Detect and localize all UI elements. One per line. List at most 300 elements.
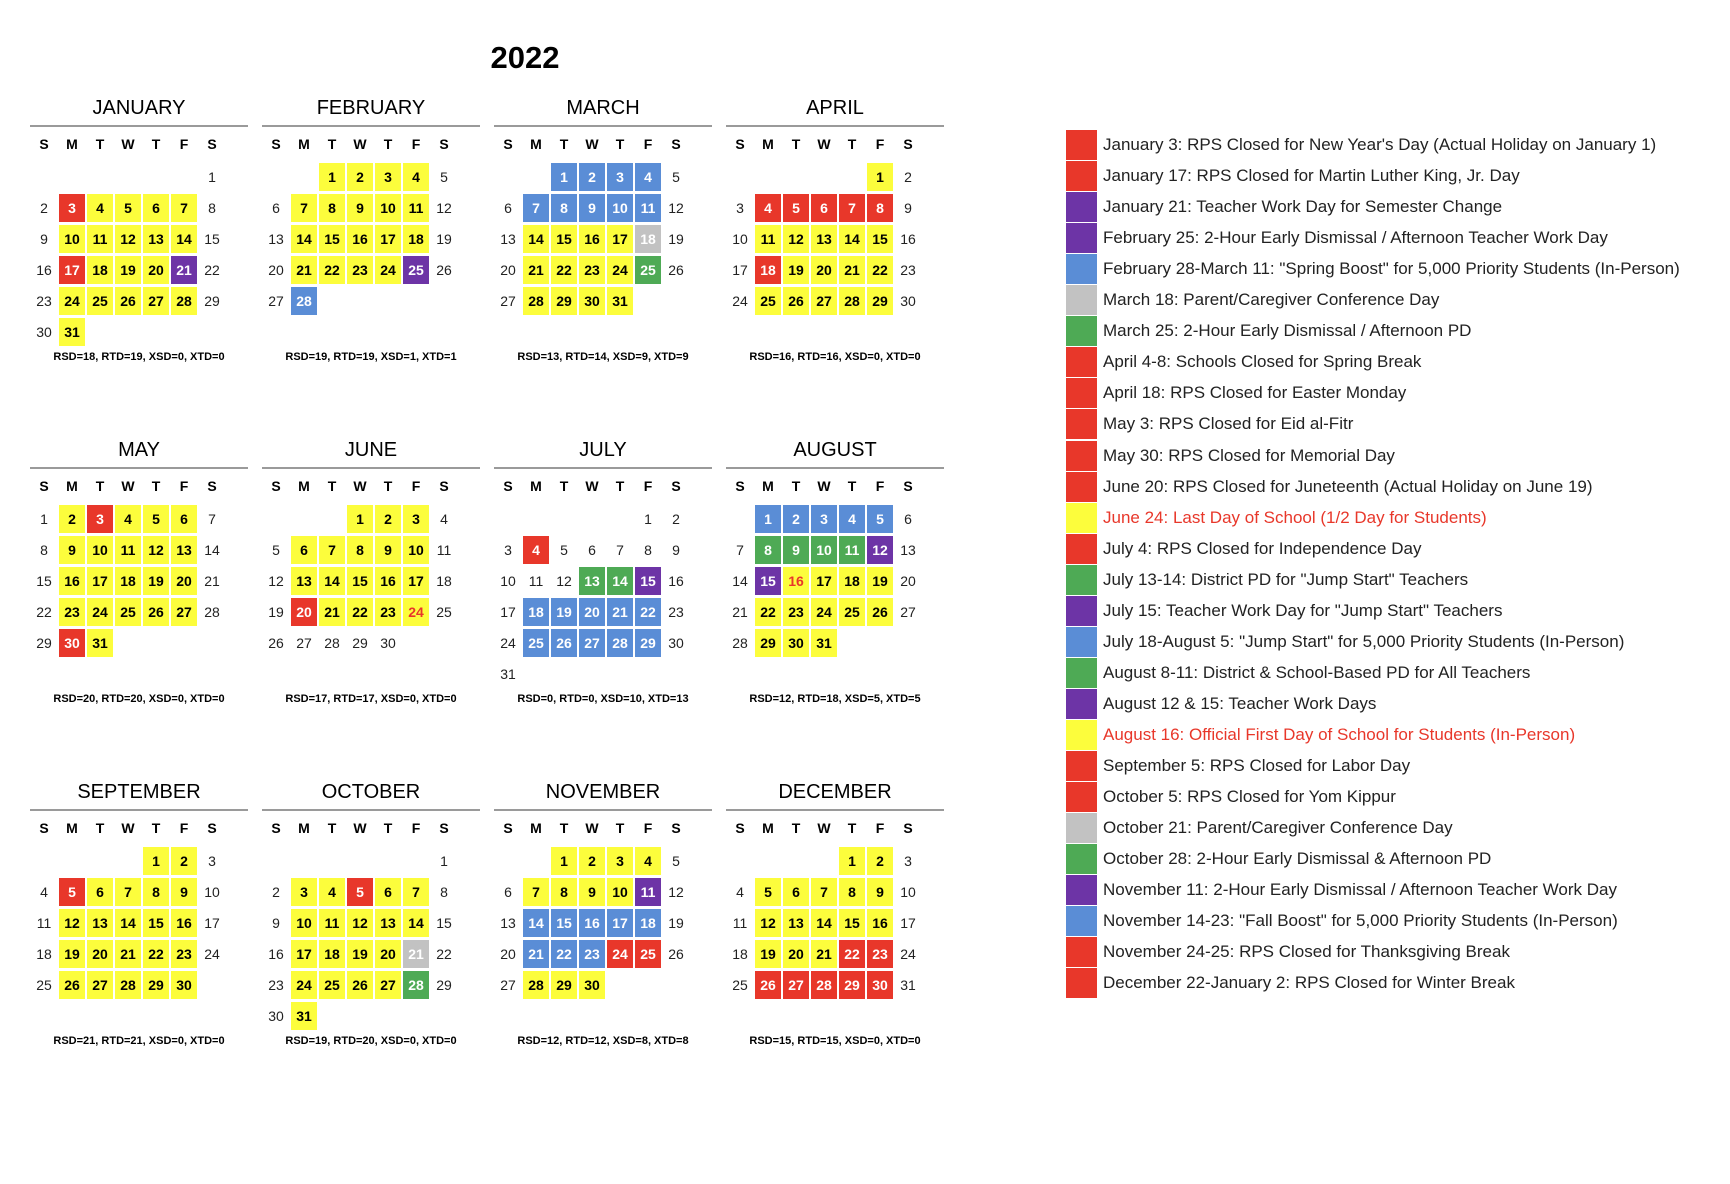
day-cell[interactable]: 19	[783, 256, 809, 284]
day-cell[interactable]: 5	[672, 169, 680, 185]
day-cell[interactable]: 24	[204, 946, 220, 962]
day-cell[interactable]: 22	[319, 256, 345, 284]
day-cell[interactable]: 30	[36, 324, 52, 340]
day-cell[interactable]: 15	[839, 909, 865, 937]
day-cell[interactable]: 7	[403, 878, 429, 906]
day-cell[interactable]: 6	[783, 878, 809, 906]
day-cell[interactable]: 24	[732, 293, 748, 309]
day-cell[interactable]: 7	[291, 194, 317, 222]
day-cell[interactable]: 8	[551, 194, 577, 222]
day-cell[interactable]: 26	[668, 946, 684, 962]
day-cell[interactable]: 25	[523, 629, 549, 657]
day-cell[interactable]: 2	[867, 847, 893, 875]
day-cell[interactable]: 25	[87, 287, 113, 315]
day-cell[interactable]: 23	[579, 940, 605, 968]
day-cell[interactable]: 9	[347, 194, 373, 222]
day-cell[interactable]: 2	[59, 505, 85, 533]
day-cell[interactable]: 23	[900, 262, 916, 278]
day-cell[interactable]: 21	[319, 598, 345, 626]
day-cell[interactable]: 13	[291, 567, 317, 595]
day-cell[interactable]: 4	[523, 536, 549, 564]
day-cell[interactable]: 19	[143, 567, 169, 595]
day-cell[interactable]: 30	[668, 635, 684, 651]
day-cell[interactable]: 14	[607, 567, 633, 595]
day-cell[interactable]: 10	[403, 536, 429, 564]
day-cell[interactable]: 17	[811, 567, 837, 595]
day-cell[interactable]: 5	[59, 878, 85, 906]
day-cell[interactable]: 21	[607, 598, 633, 626]
day-cell[interactable]: 23	[268, 977, 284, 993]
day-cell[interactable]: 22	[755, 598, 781, 626]
day-cell[interactable]: 14	[523, 909, 549, 937]
day-cell[interactable]: 21	[732, 604, 748, 620]
day-cell[interactable]: 27	[500, 977, 516, 993]
day-cell[interactable]: 5	[440, 169, 448, 185]
day-cell[interactable]: 15	[36, 573, 52, 589]
day-cell[interactable]: 17	[291, 940, 317, 968]
day-cell[interactable]: 5	[560, 542, 568, 558]
day-cell[interactable]: 16	[867, 909, 893, 937]
day-cell[interactable]: 24	[403, 598, 429, 626]
day-cell[interactable]: 29	[352, 635, 368, 651]
day-cell[interactable]: 3	[208, 853, 216, 869]
day-cell[interactable]: 22	[204, 262, 220, 278]
day-cell[interactable]: 13	[375, 909, 401, 937]
day-cell[interactable]: 28	[115, 971, 141, 999]
day-cell[interactable]: 26	[867, 598, 893, 626]
day-cell[interactable]: 12	[668, 200, 684, 216]
day-cell[interactable]: 18	[436, 573, 452, 589]
day-cell[interactable]: 9	[59, 536, 85, 564]
day-cell[interactable]: 26	[755, 971, 781, 999]
day-cell[interactable]: 28	[403, 971, 429, 999]
day-cell[interactable]: 20	[291, 598, 317, 626]
day-cell[interactable]: 12	[556, 573, 572, 589]
day-cell[interactable]: 4	[755, 194, 781, 222]
day-cell[interactable]: 11	[36, 915, 52, 931]
day-cell[interactable]: 12	[143, 536, 169, 564]
day-cell[interactable]: 5	[115, 194, 141, 222]
day-cell[interactable]: 14	[403, 909, 429, 937]
day-cell[interactable]: 20	[143, 256, 169, 284]
day-cell[interactable]: 29	[755, 629, 781, 657]
day-cell[interactable]: 29	[204, 293, 220, 309]
day-cell[interactable]: 11	[635, 878, 661, 906]
day-cell[interactable]: 19	[551, 598, 577, 626]
day-cell[interactable]: 26	[59, 971, 85, 999]
day-cell[interactable]: 12	[867, 536, 893, 564]
day-cell[interactable]: 16	[36, 262, 52, 278]
day-cell[interactable]: 31	[607, 287, 633, 315]
day-cell[interactable]: 8	[40, 542, 48, 558]
day-cell[interactable]: 3	[504, 542, 512, 558]
day-cell[interactable]: 15	[551, 225, 577, 253]
day-cell[interactable]: 3	[811, 505, 837, 533]
day-cell[interactable]: 25	[115, 598, 141, 626]
day-cell[interactable]: 12	[347, 909, 373, 937]
day-cell[interactable]: 7	[736, 542, 744, 558]
day-cell[interactable]: 25	[436, 604, 452, 620]
day-cell[interactable]: 4	[635, 163, 661, 191]
day-cell[interactable]: 3	[607, 847, 633, 875]
day-cell[interactable]: 14	[732, 573, 748, 589]
day-cell[interactable]: 18	[319, 940, 345, 968]
day-cell[interactable]: 22	[36, 604, 52, 620]
day-cell[interactable]: 30	[579, 971, 605, 999]
day-cell[interactable]: 5	[272, 542, 280, 558]
day-cell[interactable]: 7	[208, 511, 216, 527]
day-cell[interactable]: 14	[115, 909, 141, 937]
day-cell[interactable]: 7	[171, 194, 197, 222]
day-cell[interactable]: 21	[839, 256, 865, 284]
day-cell[interactable]: 23	[579, 256, 605, 284]
day-cell[interactable]: 7	[523, 878, 549, 906]
day-cell[interactable]: 29	[551, 287, 577, 315]
day-cell[interactable]: 17	[204, 915, 220, 931]
day-cell[interactable]: 14	[811, 909, 837, 937]
day-cell[interactable]: 28	[171, 287, 197, 315]
day-cell[interactable]: 23	[59, 598, 85, 626]
day-cell[interactable]: 10	[500, 573, 516, 589]
day-cell[interactable]: 20	[268, 262, 284, 278]
day-cell[interactable]: 29	[635, 629, 661, 657]
day-cell[interactable]: 17	[403, 567, 429, 595]
day-cell[interactable]: 15	[319, 225, 345, 253]
day-cell[interactable]: 4	[319, 878, 345, 906]
day-cell[interactable]: 3	[375, 163, 401, 191]
day-cell[interactable]: 22	[436, 946, 452, 962]
day-cell[interactable]: 8	[839, 878, 865, 906]
day-cell[interactable]: 11	[839, 536, 865, 564]
day-cell[interactable]: 13	[500, 231, 516, 247]
day-cell[interactable]: 1	[440, 853, 448, 869]
day-cell[interactable]: 30	[380, 635, 396, 651]
day-cell[interactable]: 8	[644, 542, 652, 558]
day-cell[interactable]: 6	[588, 542, 596, 558]
day-cell[interactable]: 20	[900, 573, 916, 589]
day-cell[interactable]: 11	[403, 194, 429, 222]
day-cell[interactable]: 17	[900, 915, 916, 931]
day-cell[interactable]: 15	[204, 231, 220, 247]
day-cell[interactable]: 11	[319, 909, 345, 937]
day-cell[interactable]: 16	[171, 909, 197, 937]
day-cell[interactable]: 26	[115, 287, 141, 315]
day-cell[interactable]: 18	[115, 567, 141, 595]
day-cell[interactable]: 27	[579, 629, 605, 657]
day-cell[interactable]: 13	[811, 225, 837, 253]
day-cell[interactable]: 31	[59, 318, 85, 346]
day-cell[interactable]: 27	[268, 293, 284, 309]
day-cell[interactable]: 24	[607, 256, 633, 284]
day-cell[interactable]: 8	[319, 194, 345, 222]
day-cell[interactable]: 27	[296, 635, 312, 651]
day-cell[interactable]: 11	[755, 225, 781, 253]
day-cell[interactable]: 28	[811, 971, 837, 999]
day-cell[interactable]: 25	[635, 256, 661, 284]
day-cell[interactable]: 7	[811, 878, 837, 906]
day-cell[interactable]: 22	[635, 598, 661, 626]
day-cell[interactable]: 22	[551, 256, 577, 284]
day-cell[interactable]: 21	[204, 573, 220, 589]
day-cell[interactable]: 24	[607, 940, 633, 968]
day-cell[interactable]: 5	[672, 853, 680, 869]
day-cell[interactable]: 2	[347, 163, 373, 191]
day-cell[interactable]: 31	[87, 629, 113, 657]
day-cell[interactable]: 15	[436, 915, 452, 931]
day-cell[interactable]: 21	[811, 940, 837, 968]
day-cell[interactable]: 10	[607, 194, 633, 222]
day-cell[interactable]: 19	[668, 231, 684, 247]
day-cell[interactable]: 13	[500, 915, 516, 931]
day-cell[interactable]: 10	[375, 194, 401, 222]
day-cell[interactable]: 13	[87, 909, 113, 937]
day-cell[interactable]: 14	[319, 567, 345, 595]
day-cell[interactable]: 30	[59, 629, 85, 657]
day-cell[interactable]: 27	[171, 598, 197, 626]
day-cell[interactable]: 10	[204, 884, 220, 900]
day-cell[interactable]: 26	[436, 262, 452, 278]
day-cell[interactable]: 21	[115, 940, 141, 968]
day-cell[interactable]: 12	[268, 573, 284, 589]
day-cell[interactable]: 11	[635, 194, 661, 222]
day-cell[interactable]: 6	[504, 884, 512, 900]
day-cell[interactable]: 26	[143, 598, 169, 626]
day-cell[interactable]: 3	[291, 878, 317, 906]
day-cell[interactable]: 21	[171, 256, 197, 284]
day-cell[interactable]: 12	[436, 200, 452, 216]
day-cell[interactable]: 15	[635, 567, 661, 595]
day-cell[interactable]: 19	[668, 915, 684, 931]
day-cell[interactable]: 15	[755, 567, 781, 595]
day-cell[interactable]: 28	[607, 629, 633, 657]
day-cell[interactable]: 17	[607, 225, 633, 253]
day-cell[interactable]: 24	[900, 946, 916, 962]
day-cell[interactable]: 1	[143, 847, 169, 875]
day-cell[interactable]: 15	[867, 225, 893, 253]
day-cell[interactable]: 21	[403, 940, 429, 968]
day-cell[interactable]: 9	[867, 878, 893, 906]
day-cell[interactable]: 9	[904, 200, 912, 216]
day-cell[interactable]: 7	[616, 542, 624, 558]
day-cell[interactable]: 20	[87, 940, 113, 968]
day-cell[interactable]: 27	[143, 287, 169, 315]
day-cell[interactable]: 22	[347, 598, 373, 626]
day-cell[interactable]: 17	[87, 567, 113, 595]
day-cell[interactable]: 18	[403, 225, 429, 253]
day-cell[interactable]: 2	[579, 847, 605, 875]
day-cell[interactable]: 16	[579, 225, 605, 253]
day-cell[interactable]: 19	[59, 940, 85, 968]
day-cell[interactable]: 17	[375, 225, 401, 253]
day-cell[interactable]: 11	[528, 573, 544, 589]
day-cell[interactable]: 2	[579, 163, 605, 191]
day-cell[interactable]: 6	[143, 194, 169, 222]
day-cell[interactable]: 4	[839, 505, 865, 533]
day-cell[interactable]: 5	[867, 505, 893, 533]
day-cell[interactable]: 8	[551, 878, 577, 906]
day-cell[interactable]: 26	[668, 262, 684, 278]
day-cell[interactable]: 14	[291, 225, 317, 253]
day-cell[interactable]: 21	[523, 940, 549, 968]
day-cell[interactable]: 25	[635, 940, 661, 968]
day-cell[interactable]: 20	[811, 256, 837, 284]
day-cell[interactable]: 16	[668, 573, 684, 589]
day-cell[interactable]: 3	[904, 853, 912, 869]
day-cell[interactable]: 20	[500, 262, 516, 278]
day-cell[interactable]: 21	[523, 256, 549, 284]
day-cell[interactable]: 14	[839, 225, 865, 253]
day-cell[interactable]: 28	[523, 287, 549, 315]
day-cell[interactable]: 25	[839, 598, 865, 626]
day-cell[interactable]: 18	[635, 225, 661, 253]
day-cell[interactable]: 21	[291, 256, 317, 284]
day-cell[interactable]: 9	[579, 878, 605, 906]
day-cell[interactable]: 5	[143, 505, 169, 533]
day-cell[interactable]: 27	[375, 971, 401, 999]
day-cell[interactable]: 8	[755, 536, 781, 564]
day-cell[interactable]: 3	[59, 194, 85, 222]
day-cell[interactable]: 7	[839, 194, 865, 222]
day-cell[interactable]: 13	[171, 536, 197, 564]
day-cell[interactable]: 6	[904, 511, 912, 527]
day-cell[interactable]: 16	[59, 567, 85, 595]
day-cell[interactable]: 19	[867, 567, 893, 595]
day-cell[interactable]: 6	[291, 536, 317, 564]
day-cell[interactable]: 2	[40, 200, 48, 216]
day-cell[interactable]: 9	[40, 231, 48, 247]
day-cell[interactable]: 4	[403, 163, 429, 191]
day-cell[interactable]: 25	[732, 977, 748, 993]
day-cell[interactable]: 1	[40, 511, 48, 527]
day-cell[interactable]: 17	[607, 909, 633, 937]
day-cell[interactable]: 24	[500, 635, 516, 651]
day-cell[interactable]: 10	[607, 878, 633, 906]
day-cell[interactable]: 27	[783, 971, 809, 999]
day-cell[interactable]: 16	[268, 946, 284, 962]
day-cell[interactable]: 4	[87, 194, 113, 222]
day-cell[interactable]: 19	[268, 604, 284, 620]
day-cell[interactable]: 20	[375, 940, 401, 968]
day-cell[interactable]: 30	[579, 287, 605, 315]
day-cell[interactable]: 19	[115, 256, 141, 284]
day-cell[interactable]: 28	[324, 635, 340, 651]
day-cell[interactable]: 27	[500, 293, 516, 309]
day-cell[interactable]: 6	[375, 878, 401, 906]
day-cell[interactable]: 16	[900, 231, 916, 247]
day-cell[interactable]: 4	[115, 505, 141, 533]
day-cell[interactable]: 31	[291, 1002, 317, 1030]
day-cell[interactable]: 10	[900, 884, 916, 900]
day-cell[interactable]: 2	[904, 169, 912, 185]
day-cell[interactable]: 22	[143, 940, 169, 968]
day-cell[interactable]: 2	[783, 505, 809, 533]
day-cell[interactable]: 14	[204, 542, 220, 558]
day-cell[interactable]: 12	[668, 884, 684, 900]
day-cell[interactable]: 30	[900, 293, 916, 309]
day-cell[interactable]: 22	[839, 940, 865, 968]
day-cell[interactable]: 10	[732, 231, 748, 247]
day-cell[interactable]: 1	[551, 163, 577, 191]
day-cell[interactable]: 6	[87, 878, 113, 906]
day-cell[interactable]: 10	[291, 909, 317, 937]
day-cell[interactable]: 9	[783, 536, 809, 564]
day-cell[interactable]: 10	[87, 536, 113, 564]
day-cell[interactable]: 15	[347, 567, 373, 595]
day-cell[interactable]: 23	[347, 256, 373, 284]
day-cell[interactable]: 20	[783, 940, 809, 968]
day-cell[interactable]: 13	[900, 542, 916, 558]
day-cell[interactable]: 24	[87, 598, 113, 626]
day-cell[interactable]: 11	[732, 915, 748, 931]
day-cell[interactable]: 16	[783, 567, 809, 595]
day-cell[interactable]: 23	[668, 604, 684, 620]
day-cell[interactable]: 14	[523, 225, 549, 253]
day-cell[interactable]: 5	[347, 878, 373, 906]
day-cell[interactable]: 18	[732, 946, 748, 962]
day-cell[interactable]: 8	[143, 878, 169, 906]
day-cell[interactable]: 27	[900, 604, 916, 620]
day-cell[interactable]: 8	[208, 200, 216, 216]
day-cell[interactable]: 28	[291, 287, 317, 315]
day-cell[interactable]: 17	[59, 256, 85, 284]
day-cell[interactable]: 9	[672, 542, 680, 558]
day-cell[interactable]: 4	[440, 511, 448, 527]
day-cell[interactable]: 16	[347, 225, 373, 253]
day-cell[interactable]: 2	[672, 511, 680, 527]
day-cell[interactable]: 11	[436, 542, 452, 558]
day-cell[interactable]: 8	[867, 194, 893, 222]
day-cell[interactable]: 12	[59, 909, 85, 937]
day-cell[interactable]: 7	[523, 194, 549, 222]
day-cell[interactable]: 29	[867, 287, 893, 315]
day-cell[interactable]: 24	[811, 598, 837, 626]
day-cell[interactable]: 1	[755, 505, 781, 533]
day-cell[interactable]: 15	[551, 909, 577, 937]
day-cell[interactable]: 29	[839, 971, 865, 999]
day-cell[interactable]: 2	[272, 884, 280, 900]
day-cell[interactable]: 10	[59, 225, 85, 253]
day-cell[interactable]: 23	[171, 940, 197, 968]
day-cell[interactable]: 8	[347, 536, 373, 564]
day-cell[interactable]: 9	[579, 194, 605, 222]
day-cell[interactable]: 3	[403, 505, 429, 533]
day-cell[interactable]: 24	[59, 287, 85, 315]
day-cell[interactable]: 30	[783, 629, 809, 657]
day-cell[interactable]: 25	[36, 977, 52, 993]
day-cell[interactable]: 25	[319, 971, 345, 999]
day-cell[interactable]: 7	[115, 878, 141, 906]
day-cell[interactable]: 26	[551, 629, 577, 657]
day-cell[interactable]: 9	[375, 536, 401, 564]
day-cell[interactable]: 17	[500, 604, 516, 620]
day-cell[interactable]: 13	[143, 225, 169, 253]
day-cell[interactable]: 23	[867, 940, 893, 968]
day-cell[interactable]: 6	[171, 505, 197, 533]
day-cell[interactable]: 14	[171, 225, 197, 253]
day-cell[interactable]: 23	[36, 293, 52, 309]
day-cell[interactable]: 25	[403, 256, 429, 284]
day-cell[interactable]: 28	[732, 635, 748, 651]
day-cell[interactable]: 10	[811, 536, 837, 564]
day-cell[interactable]: 9	[272, 915, 280, 931]
day-cell[interactable]: 12	[783, 225, 809, 253]
day-cell[interactable]: 4	[635, 847, 661, 875]
day-cell[interactable]: 13	[579, 567, 605, 595]
day-cell[interactable]: 6	[811, 194, 837, 222]
day-cell[interactable]: 29	[36, 635, 52, 651]
day-cell[interactable]: 2	[171, 847, 197, 875]
day-cell[interactable]: 5	[783, 194, 809, 222]
